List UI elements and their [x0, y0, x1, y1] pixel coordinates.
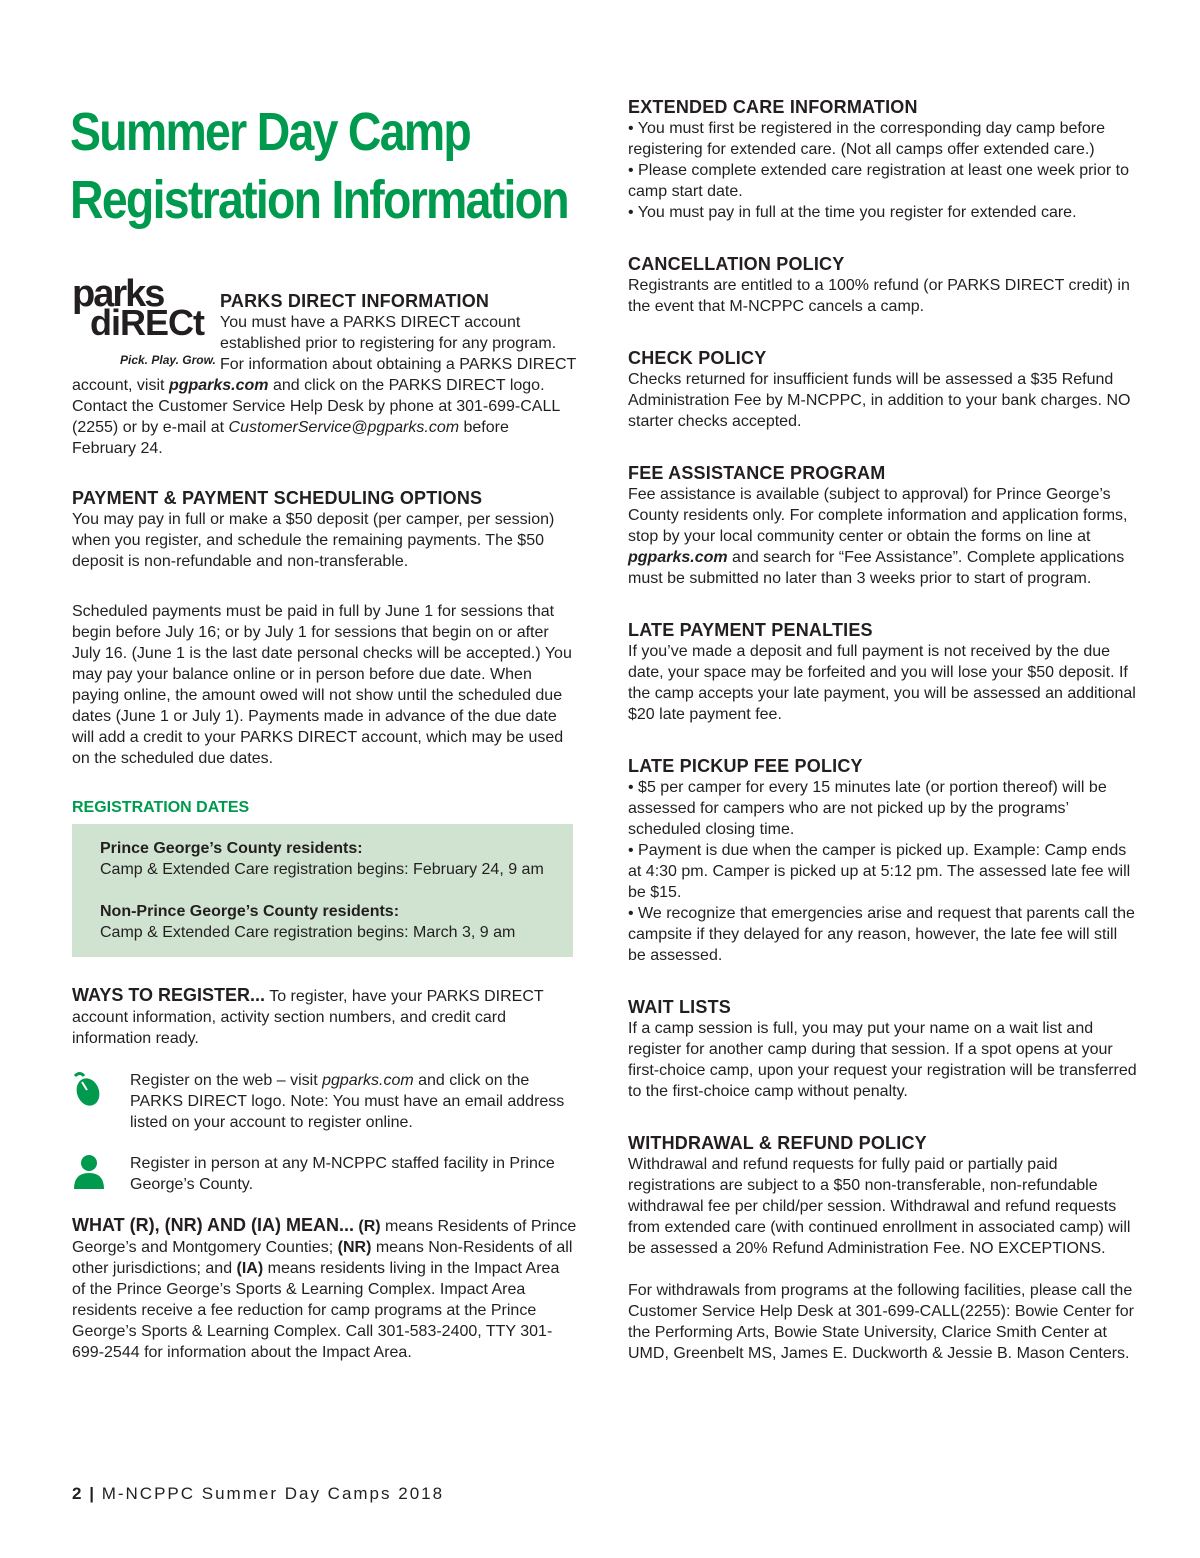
- mouse-icon: [72, 1070, 130, 1114]
- late-payment-heading: LATE PAYMENT PENALTIES: [628, 620, 873, 640]
- parks-direct-section: [72, 273, 577, 459]
- late-pickup-bullet-3: • We recognize that emergencies arise and request that parents call the campsite if they delayed for any reason, however, the late fee will still be assessed.: [628, 905, 1135, 964]
- parks-direct-logo[interactable]: [72, 273, 216, 370]
- customer-service-email[interactable]: CustomerService@pgparks.com: [228, 419, 460, 436]
- page-number: 2: [72, 1484, 83, 1503]
- payment-para2: Scheduled payments must be paid in full by June 1 for sessions that begin before July 16; or by July 1 for sessions that begin on or after July 16. (June 1 is the last date personal checks will be accepted.) You may pay your balance online or in person before due date. When paying online, the amount owed will not show until the scheduled due dates (June 1 or July 1). Payments made in advance of the due date will add a credit to your PARKS DIRECT account, which may be used on the scheduled due dates.: [72, 603, 572, 767]
- register-person-row: [72, 1153, 577, 1195]
- cancellation-text: Registrants are entitled to a 100% refund (or PARKS DIRECT credit) in the event that M-NCPPC cancels a camp.: [628, 277, 1130, 315]
- wait-lists-section: [628, 996, 1138, 1102]
- extended-care-bullet-1: • You must first be registered in the corresponding day camp before registering for extended care. (Not all camps offer extended care.): [628, 120, 1105, 158]
- check-heading: CHECK POLICY: [628, 348, 767, 368]
- extended-care-bullet-2: • Please complete extended care registration at least one week prior to camp start date.: [628, 162, 1129, 200]
- residents-label: Prince George’s County residents:: [100, 840, 363, 857]
- late-payment-text: If you’ve made a deposit and full payment is not received by the due date, your space may be forfeited and you will lose your $50 deposit. If the camp accepts your late payment, you will be assessed an additional $20 late payment fee.: [628, 643, 1136, 723]
- register-person-text: Register in person at any M-NCPPC staffed facility in Prince George’s County.: [130, 1155, 555, 1193]
- logo-tagline: Pick. Play. Grow.: [120, 353, 216, 367]
- late-pickup-heading: LATE PICKUP FEE POLICY: [628, 756, 863, 776]
- late-payment-section: [628, 619, 1138, 725]
- cancellation-heading: CANCELLATION POLICY: [628, 254, 845, 274]
- nonresidents-label: Non-Prince George’s County residents:: [100, 903, 400, 920]
- check-section: [628, 347, 1138, 432]
- register-web-text: Register on the web – visit pgparks.com and click on the PARKS DIRECT logo. Note: You must have an email address listed on your account to register online.: [130, 1072, 565, 1131]
- left-column: [72, 273, 577, 1363]
- meaning-heading: WHAT (R), (NR) AND (IA) MEAN...: [72, 1215, 354, 1235]
- meaning-text: WHAT (R), (NR) AND (IA) MEAN... (R) means Residents of Prince George’s and Montgomery Counties; (NR) means Non-Residents of all other jurisdictions; and (IA) means residents living in the Impact Area of the Prince George’s Sports & Learning Complex. Impact Area residents receive a fee reduction for camp programs at the Prince George’s Sports & Learning Complex. Call 301-583-2400, TTY 301-699-2544 for information about the Impact Area.: [72, 1215, 577, 1361]
- extended-care-bullet-3: • You must pay in full at the time you register for extended care.: [628, 204, 1077, 221]
- page-title-line1: Summer Day Camp: [70, 102, 471, 162]
- meaning-section: [72, 1215, 577, 1363]
- withdrawal-section: [628, 1132, 1138, 1364]
- ways-section: [72, 985, 577, 1195]
- registration-dates-box: [72, 824, 573, 957]
- cancellation-section: [628, 253, 1138, 317]
- late-pickup-section: [628, 755, 1138, 966]
- page-title: [70, 98, 649, 234]
- check-text: Checks returned for insufficient funds will be assessed a $35 Refund Administration Fee by M-NCPPC, in addition to your bank charges. NO starter checks accepted.: [628, 371, 1131, 430]
- payment-section: [72, 487, 577, 769]
- parks-direct-text: You must have a PARKS DIRECT account established prior to registering for any program. For information about obtaining a PARKS DIRECT account, visit pgparks.com and click on the PARKS DIRECT logo. Contact the Customer Service Help Desk by phone at 301-699-CALL (2255) or by e-mail at CustomerService@pgparks.com before February 24.: [72, 314, 577, 457]
- wait-lists-heading: WAIT LISTS: [628, 997, 731, 1017]
- residents-date: Camp & Extended Care registration begins: February 24, 9 am: [100, 861, 544, 878]
- fee-assistance-heading: FEE ASSISTANCE PROGRAM: [628, 463, 886, 483]
- fee-assistance-text: Fee assistance is available (subject to approval) for Prince George’s County residents only. For complete information and application forms, stop by your local community center or obtain the forms on line at pgparks.com and search for “Fee Assistance”. Complete applications must be submitted no later than 3 weeks prior to start of program.: [628, 486, 1128, 587]
- parks-direct-heading: PARKS DIRECT INFORMATION: [220, 291, 490, 311]
- withdrawal-para2: For withdrawals from programs at the following facilities, please call the Customer Service Help Desk at 301-699-CALL(2255): Bowie Center for the Performing Arts, Bowie State University, Clarice Smith Center at UMD, Greenbelt MS, James E. Duckworth & Jessie B. Mason Centers.: [628, 1282, 1135, 1362]
- ways-heading: WAYS TO REGISTER...: [72, 985, 266, 1005]
- fee-assistance-section: [628, 462, 1138, 589]
- payment-para1: You may pay in full or make a $50 deposit (per camper, per session) when you register, and schedule the remaining payments. The $50 deposit is non-refundable and non-transferable.: [72, 511, 555, 570]
- logo-word-direct: diRECt: [90, 302, 204, 343]
- registration-dates-heading: REGISTRATION DATES: [72, 799, 250, 816]
- web-link[interactable]: pgparks.com: [322, 1072, 414, 1089]
- late-pickup-bullet-2: • Payment is due when the camper is picked up. Example: Camp ends at 4:30 pm. Camper is picked up at 5:12 pm. The assessed late fee will be $15.: [628, 842, 1131, 901]
- page-footer: [72, 1484, 444, 1504]
- register-web-row: [72, 1070, 577, 1133]
- pgparks-link[interactable]: pgparks.com: [168, 377, 269, 394]
- right-column: [628, 96, 1138, 1364]
- withdrawal-para1: Withdrawal and refund requests for fully paid or partially paid registrations are subject to a $50 non-transferable, non-refundable withdrawal fee per child/per session. Withdrawal and refund requests from extended care (with continued enrollment in associated camp) will be assessed a 20% Refund Administration Fee. NO EXCEPTIONS.: [628, 1156, 1131, 1257]
- page-title-line2: Registration Information: [70, 170, 568, 230]
- person-icon: [72, 1153, 130, 1195]
- ways-text: WAYS TO REGISTER... To register, have your PARKS DIRECT account information, activity section numbers, and credit card information ready.: [72, 985, 544, 1047]
- extended-care-heading: EXTENDED CARE INFORMATION: [628, 97, 918, 117]
- footer-separator: |: [89, 1484, 95, 1503]
- extended-care-section: [628, 96, 1138, 223]
- wait-lists-text: If a camp session is full, you may put your name on a wait list and register for another camp during that session. If a spot opens at your first-choice camp, upon your request your registration will be transferred to the first-choice camp without penalty.: [628, 1020, 1137, 1100]
- nonresidents-date: Camp & Extended Care registration begins: March 3, 9 am: [100, 924, 516, 941]
- payment-heading: PAYMENT & PAYMENT SCHEDULING OPTIONS: [72, 488, 483, 508]
- withdrawal-heading: WITHDRAWAL & REFUND POLICY: [628, 1133, 927, 1153]
- late-pickup-bullet-1: • $5 per camper for every 15 minutes late (or portion thereof) will be assessed for campers who are not picked up by the programs’ scheduled closing time.: [628, 779, 1107, 838]
- footer-text: M-NCPPC Summer Day Camps 2018: [101, 1484, 445, 1503]
- fee-assistance-link[interactable]: pgparks.com: [628, 549, 728, 566]
- logo-word-parks: parks: [72, 273, 164, 315]
